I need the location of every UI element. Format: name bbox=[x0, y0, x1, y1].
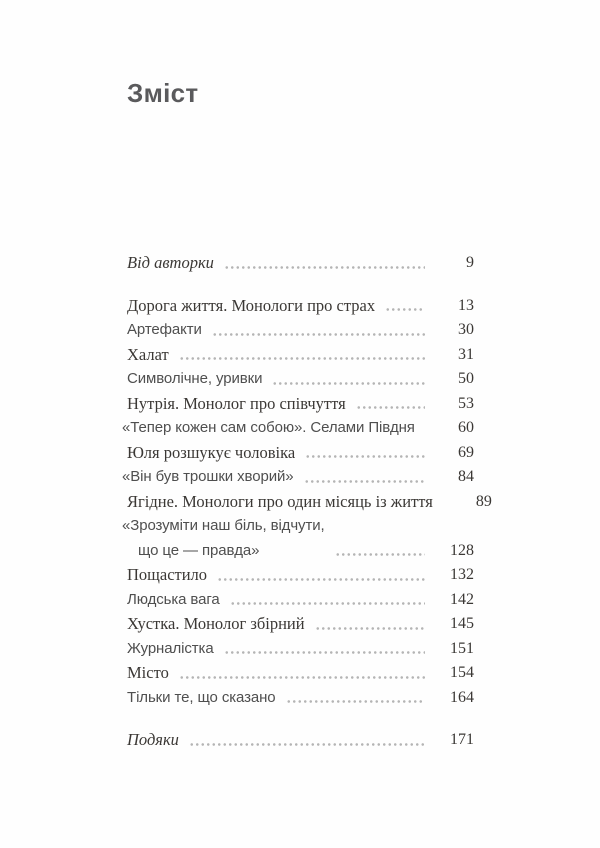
toc-entry-page: 50 bbox=[458, 370, 474, 387]
toc-entry-page: 154 bbox=[450, 664, 474, 681]
toc-row bbox=[127, 563, 474, 588]
toc-entry-page: 30 bbox=[458, 321, 474, 338]
toc-entry-title: Місто bbox=[127, 663, 169, 682]
toc-row bbox=[127, 392, 474, 417]
toc-entry-title: Ягідне. Монологи про один місяць із життя bbox=[127, 491, 433, 511]
toc-row bbox=[127, 588, 474, 613]
toc-entry-title: «Тепер кожен сам собою». Селами Півдня bbox=[122, 419, 415, 436]
dot-leader bbox=[335, 553, 425, 556]
toc-entry-page: 132 bbox=[450, 566, 474, 583]
dot-leader bbox=[272, 382, 425, 385]
toc-row bbox=[122, 465, 474, 490]
toc-row bbox=[127, 490, 492, 515]
toc-entry-page: 145 bbox=[450, 615, 474, 632]
toc-entry-page: 151 bbox=[450, 639, 474, 657]
toc-entry-page: 69 bbox=[458, 443, 474, 461]
toc-row bbox=[127, 661, 474, 686]
dot-leader bbox=[217, 578, 425, 581]
toc-entry-title: Людська вага bbox=[127, 590, 220, 608]
toc-row bbox=[127, 343, 474, 368]
dot-leader bbox=[179, 676, 425, 679]
toc-entry-title: Від авторки bbox=[127, 253, 214, 272]
dot-leader bbox=[356, 406, 425, 409]
dot-leader bbox=[385, 308, 425, 311]
toc-entry-page: 53 bbox=[458, 394, 474, 412]
toc-entry-title: Юля розшукує чоловіка bbox=[127, 442, 296, 462]
dot-leader bbox=[286, 700, 425, 703]
toc-entry-page: 60 bbox=[458, 419, 474, 436]
toc-entry-title: Хустка. Монолог збірний bbox=[127, 614, 305, 633]
toc-entry-page: 142 bbox=[450, 590, 474, 608]
toc-row bbox=[127, 294, 474, 319]
dot-leader bbox=[224, 651, 425, 654]
toc-entry-title: Подяки bbox=[127, 730, 179, 749]
toc-row bbox=[127, 318, 474, 343]
dot-leader bbox=[305, 455, 425, 458]
dot-leader bbox=[189, 743, 425, 746]
toc-entry-title: Артефакти bbox=[127, 321, 202, 338]
dot-leader bbox=[315, 627, 425, 630]
toc-entry-title: «Він був трошки хворий» bbox=[122, 468, 294, 485]
toc-entry-page: 31 bbox=[458, 345, 474, 363]
toc-row bbox=[127, 637, 474, 662]
toc-entry-page: 13 bbox=[458, 296, 474, 314]
toc-entry-title: Пощастило bbox=[127, 565, 208, 584]
toc-row bbox=[127, 441, 474, 466]
dot-leader bbox=[230, 602, 425, 605]
toc-entry-title: «Зрозуміти наш біль, відчути, що це — правда» bbox=[122, 517, 325, 559]
toc-row bbox=[122, 416, 474, 441]
toc-entry-title: Халат bbox=[127, 344, 169, 364]
toc-row bbox=[122, 514, 474, 563]
toc-entry-title: Тільки те, що сказано bbox=[127, 688, 276, 706]
toc-row bbox=[127, 367, 474, 392]
toc-entry-title: Дорога життя. Монологи про страх bbox=[127, 295, 376, 315]
toc-entry-page: 9 bbox=[466, 254, 474, 271]
dot-leader bbox=[179, 357, 425, 360]
toc-row bbox=[127, 728, 474, 753]
dot-leader bbox=[224, 266, 425, 269]
toc-entry-page: 89 bbox=[475, 492, 492, 510]
toc-entry-page: 84 bbox=[458, 468, 474, 485]
toc-entry-page: 164 bbox=[450, 688, 474, 706]
toc-entry-title: Журналістка bbox=[127, 639, 214, 657]
toc-entry-page: 128 bbox=[450, 541, 474, 559]
dot-leader bbox=[304, 480, 425, 483]
table-of-contents bbox=[122, 251, 492, 753]
page-title: Зміст bbox=[127, 78, 199, 108]
toc-row bbox=[127, 686, 474, 711]
toc-entry-title: Символічне, уривки bbox=[127, 370, 263, 387]
toc-entry-title: Нутрія. Монолог про співчуття bbox=[127, 393, 346, 413]
toc-row bbox=[127, 612, 474, 637]
toc-row bbox=[127, 251, 474, 276]
toc-entry-page: 171 bbox=[450, 731, 474, 748]
dot-leader bbox=[212, 333, 425, 336]
